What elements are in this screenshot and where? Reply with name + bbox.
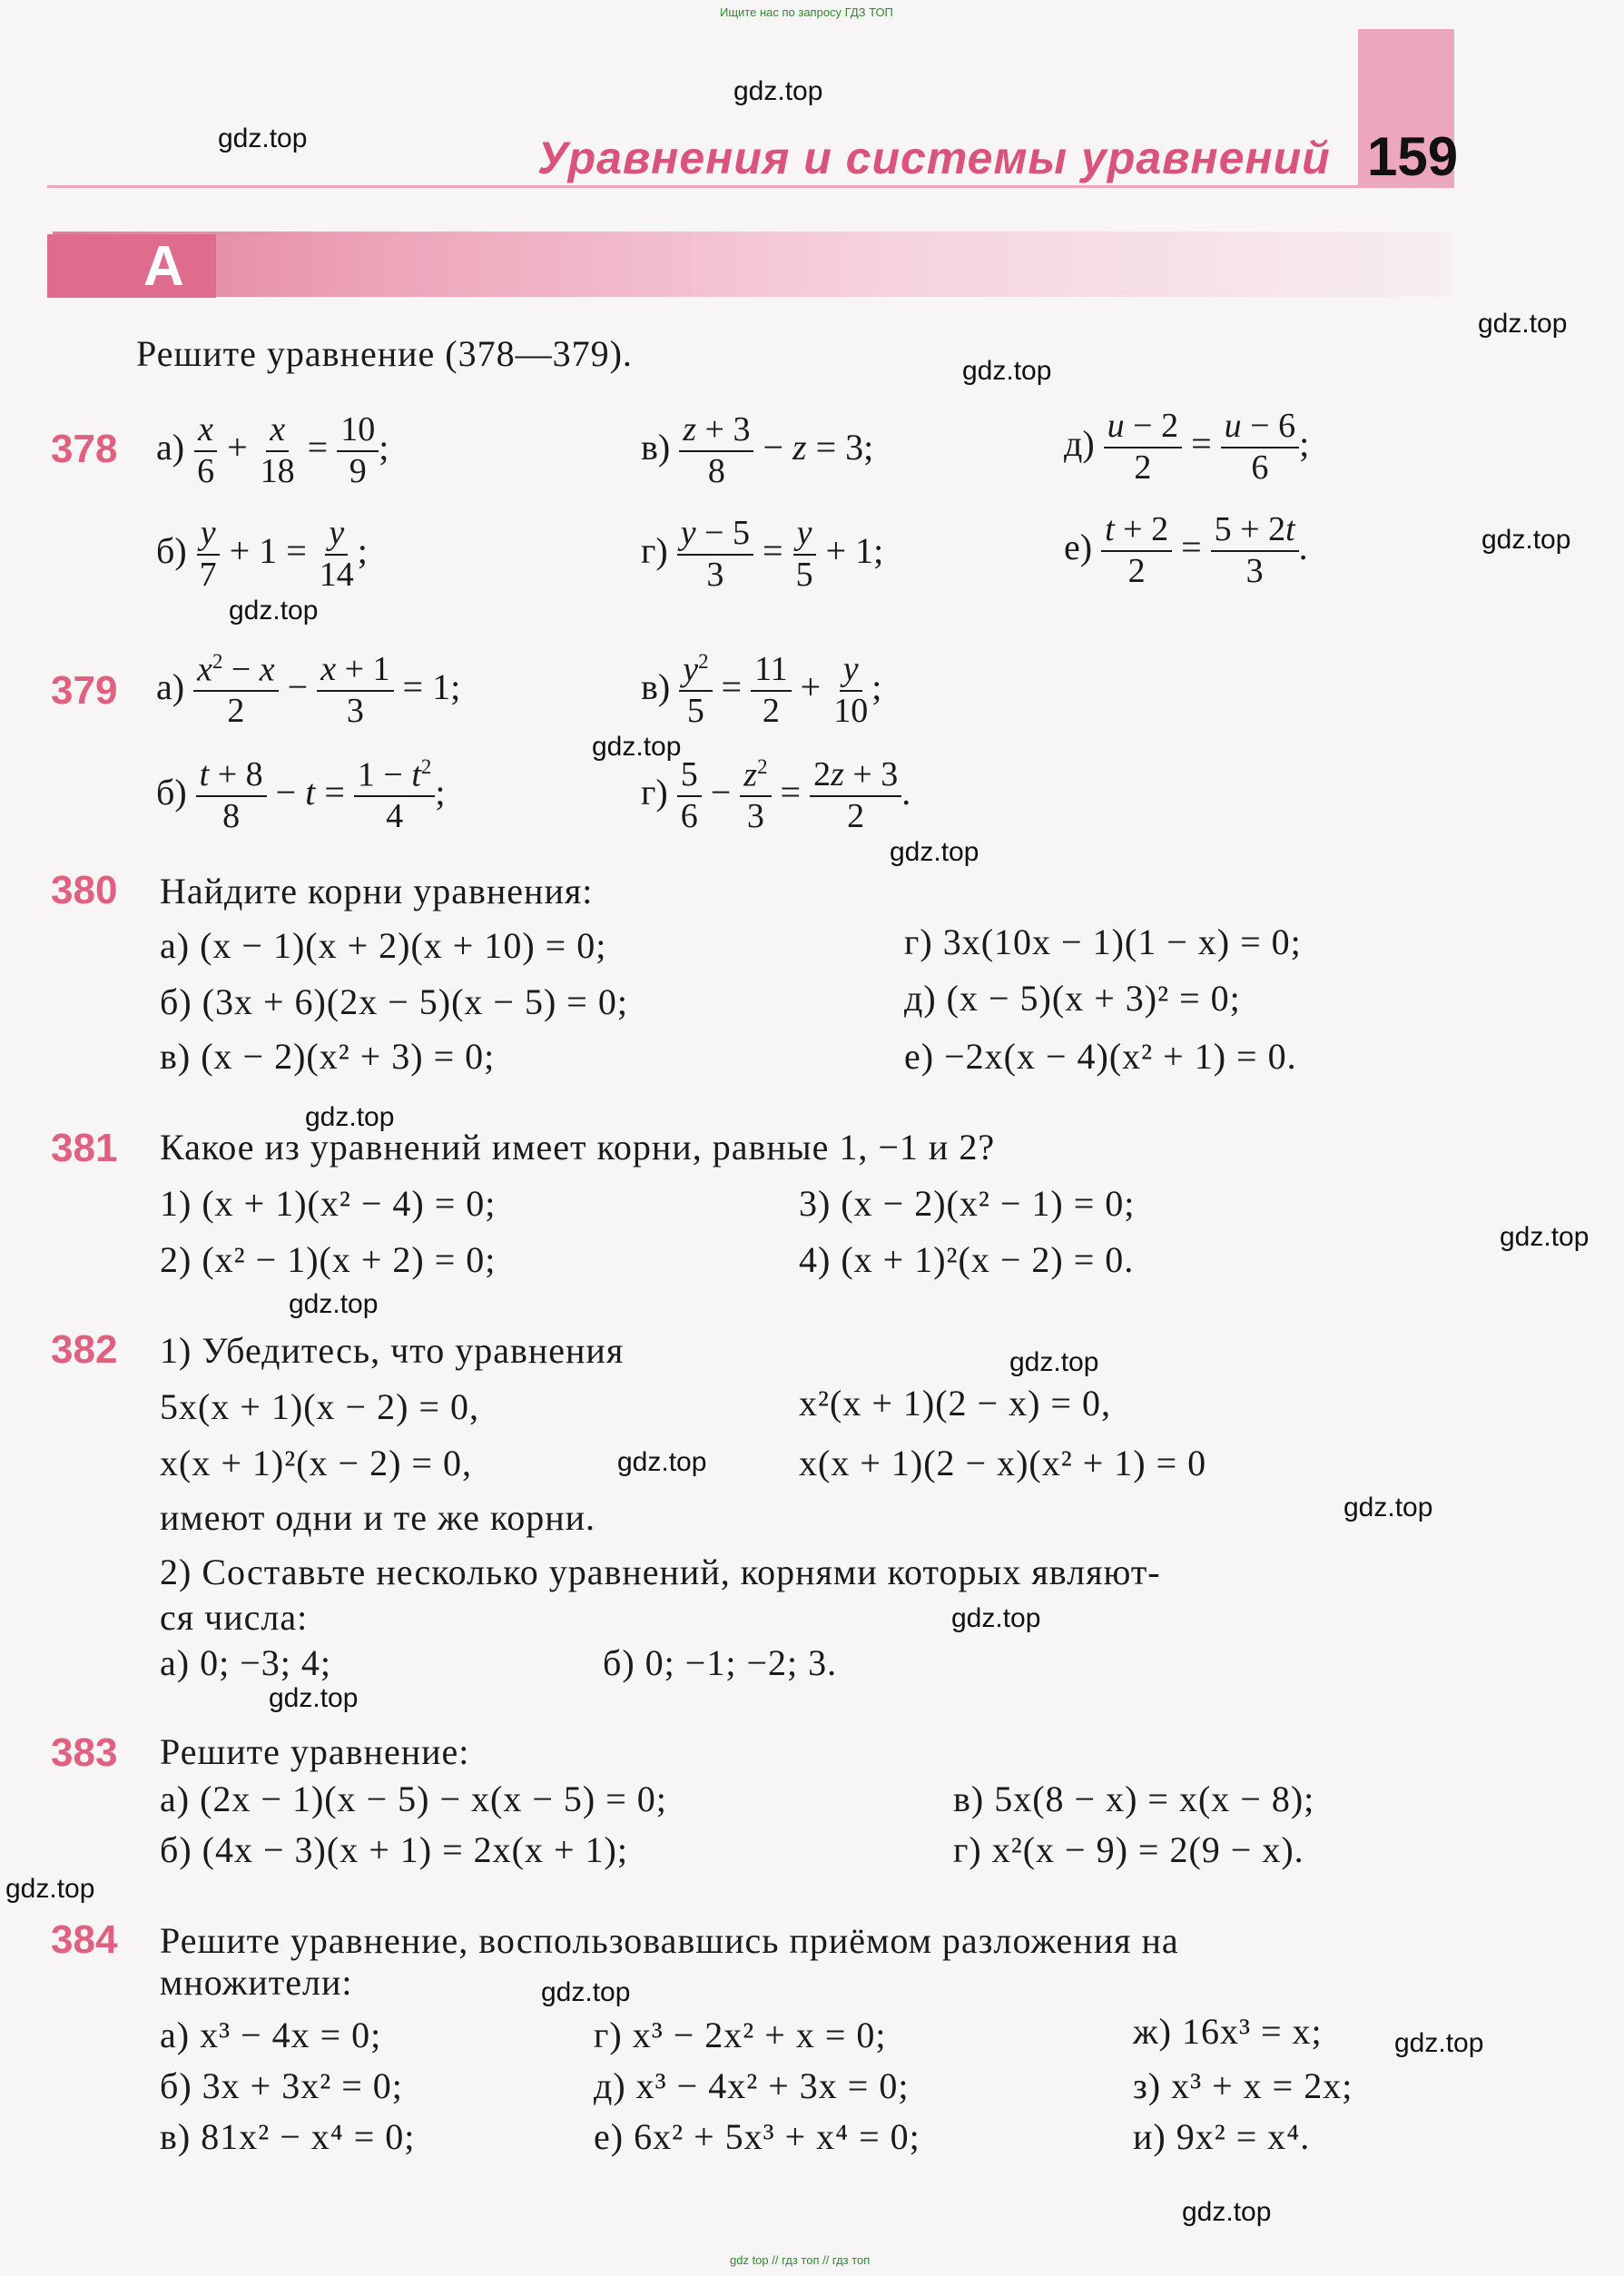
watermark: gdz.top [289,1289,379,1319]
watermark: gdz.top [305,1102,395,1132]
problem-text: 2) Составьте несколько уравнений, корнями которых являют- [160,1552,1161,1592]
equation-378d: д) $\frac{u - 2}{2}$ = $\frac{u - 6}{6}$ ; [1064,407,1310,487]
problem-item: в) (x − 2)(x² + 3) = 0; [160,1036,496,1077]
watermark: gdz.top [890,837,979,867]
footer-watermark: gdz top // гдз топ // гдз топ [730,2253,871,2267]
problem-item: 4) (x + 1)²(x − 2) = 0. [799,1239,1135,1280]
problem-number: 381 [51,1126,118,1170]
equation-379g: г) $\frac{5}{6}$ − $\frac{z^2}{3}$ = $\frac{2z + 3}{2}$ . [641,755,911,836]
equation-379v: в) $\frac{y^2}{5}$ = $\frac{11}{2}$ + $\frac{y}{10}$ ; [641,650,882,731]
problem-number: 382 [51,1327,118,1372]
problem-text: 1) Убедитесь, что уравнения [160,1330,625,1371]
problem-item: г) x³ − 2x² + x = 0; [594,2015,887,2055]
problem-prompt: Решите уравнение: [160,1731,470,1772]
page-header-title: Уравнения и системы уравнений [537,133,1331,183]
problem-item: д) (x − 5)(x + 3)² = 0; [904,978,1241,1019]
watermark: gdz.top [541,1977,631,2007]
watermark: gdz.top [733,76,823,106]
problem-prompt: Какое из уравнений имеет корни, равные 1, −1 и 2? [160,1127,996,1168]
problem-item: г) x²(x − 9) = 2(9 − x). [953,1829,1304,1870]
header-rule [47,185,1454,188]
equation-378e: е) $\frac{t + 2}{2}$ = $\frac{5 + 2t}{3}$ . [1064,510,1308,590]
problem-equation: x²(x + 1)(2 − x) = 0, [799,1383,1111,1424]
problem-item: в) 81x² − x⁴ = 0; [160,2116,416,2157]
problem-text: имеют одни и те же корни. [160,1497,596,1538]
watermark: gdz.top [1394,2028,1484,2058]
equation-379b: б) $\frac{t + 8}{8}$ − t = $\frac{1 - t^2}{4}$ ; [156,755,446,836]
problem-number: 379 [51,668,118,713]
problem-item: г) 3x(10x − 1)(1 − x) = 0; [904,921,1302,962]
section-letter: A [143,235,184,298]
problem-item: б) (4x − 3)(x + 1) = 2x(x + 1); [160,1829,628,1870]
problem-option: а) 0; −3; 4; [160,1642,331,1683]
section-label-box [47,234,216,298]
problem-prompt: множители: [160,1962,353,2003]
watermark: gdz.top [1343,1493,1433,1522]
problem-text: ся числа: [160,1597,309,1638]
problem-equation: 5x(x + 1)(x − 2) = 0, [160,1386,479,1427]
watermark: gdz.top [218,123,308,153]
problem-item: ж) 16x³ = x; [1133,2011,1323,2052]
problem-equation: x(x + 1)²(x − 2) = 0, [160,1443,472,1483]
problem-item: а) (2x − 1)(x − 5) − x(x − 5) = 0; [160,1778,667,1819]
problem-item: з) x³ + x = 2x; [1133,2065,1353,2106]
watermark: gdz.top [1500,1222,1590,1252]
watermark: gdz.top [5,1874,95,1904]
watermark: gdz.top [592,732,682,762]
problem-item: д) x³ − 4x² + 3x = 0; [594,2065,910,2106]
problem-number: 383 [51,1730,118,1775]
watermark: gdz.top [1478,309,1568,339]
problem-item: в) 5x(8 − x) = x(x − 8); [953,1778,1315,1819]
section-band [53,232,1452,297]
problem-number: 378 [51,427,118,471]
top-watermark: Ищите нас по запросу ГДЗ ТОП [720,5,893,19]
problem-item: е) −2x(x − 4)(x² + 1) = 0. [904,1036,1297,1077]
problem-item: б) 3x + 3x² = 0; [160,2065,403,2106]
problem-item: и) 9x² = x⁴. [1133,2116,1311,2157]
equation-378b: б) $\frac{y}{7}$ + 1 = $\frac{y}{14}$ ; [156,514,368,594]
problem-item: 1) (x + 1)(x² − 4) = 0; [160,1183,497,1224]
equation-379a: а) $\frac{x^2 - x}{2}$ − $\frac{x + 1}{3}$ = 1; [156,650,461,731]
equation-378v: в) $\frac{z + 3}{8}$ − z = 3; [641,410,874,490]
watermark: gdz.top [1182,2197,1272,2227]
watermark: gdz.top [1009,1347,1099,1377]
watermark: gdz.top [229,596,319,626]
watermark: gdz.top [269,1683,359,1713]
watermark: gdz.top [617,1447,707,1477]
problem-item: е) 6x² + 5x³ + x⁴ = 0; [594,2116,920,2157]
problem-prompt: Найдите корни уравнения: [160,871,594,911]
problem-prompt: Решите уравнение, воспользовавшись приёмом разложения на [160,1920,1179,1961]
equation-378a: а) $\frac{x}{6}$ + $\frac{x}{18}$ = $\frac{10}{9}$ ; [156,410,389,490]
problem-item: б) (3x + 6)(2x − 5)(x − 5) = 0; [160,981,628,1022]
watermark: gdz.top [1481,525,1571,555]
problem-number: 384 [51,1917,118,1962]
watermark: gdz.top [962,356,1052,386]
problem-item: а) (x − 1)(x + 2)(x + 10) = 0; [160,925,607,966]
problem-option: б) 0; −1; −2; 3. [603,1642,838,1683]
watermark: gdz.top [951,1603,1041,1633]
intro-text: Решите уравнение (378—379). [136,333,633,374]
problem-item: а) x³ − 4x = 0; [160,2015,382,2055]
problem-item: 3) (x − 2)(x² − 1) = 0; [799,1183,1136,1224]
problem-item: 2) (x² − 1)(x + 2) = 0; [160,1239,497,1280]
problem-number: 380 [51,868,118,912]
equation-378g: г) $\frac{y - 5}{3}$ = $\frac{y}{5}$ + 1; [641,514,884,594]
page-number: 159 [1367,126,1459,187]
problem-equation: x(x + 1)(2 − x)(x² + 1) = 0 [799,1443,1207,1483]
